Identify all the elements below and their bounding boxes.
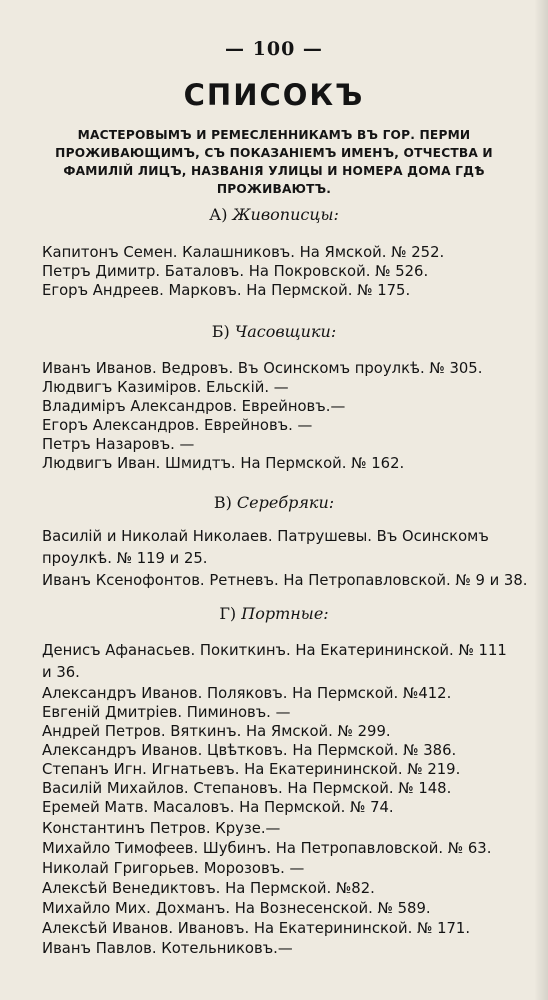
list-item: Капитонъ Семен. Калашниковъ. На Ямской. № 252. bbox=[42, 244, 445, 261]
page-title: СПИСОКЪ bbox=[183, 78, 365, 112]
list-item: Егоръ Андреев. Марковъ. На Пермской. № 175. bbox=[42, 282, 411, 299]
list-item: Владиміръ Александров. Еврейновъ.— bbox=[42, 398, 346, 415]
list-item: Егоръ Александров. Еврейновъ. — bbox=[42, 417, 313, 434]
list-item: Степанъ Игн. Игнатьевъ. На Екатерининской. № 219. bbox=[42, 761, 461, 778]
list-item: Андрей Петров. Вяткинъ. На Ямской. № 299. bbox=[42, 723, 391, 740]
list-item: Алексѣй Венедиктовъ. На Пермской. №82. bbox=[42, 880, 375, 897]
list-item: Петръ Димитр. Баталовъ. На Покровской. № 526. bbox=[42, 263, 429, 280]
list-item: Иванъ Ксенофонтов. Ретневъ. На Петропавловской. № 9 и 38. bbox=[42, 572, 528, 589]
list-item: Евгеній Дмитріев. Пиминовъ. — bbox=[42, 704, 291, 721]
list-item: Иванъ Иванов. Ведровъ. Въ Осинскомъ проулкѣ. № 305. bbox=[42, 360, 483, 377]
list-item: Еремей Матв. Масаловъ. На Пермской. № 74. bbox=[42, 799, 394, 816]
section-label: Часовщики: bbox=[234, 322, 337, 341]
list-item: Петръ Назаровъ. — bbox=[42, 436, 195, 453]
page-number: — 100 — bbox=[225, 38, 323, 60]
section-label: Живописцы: bbox=[232, 205, 339, 224]
list-item: Василій и Николай Николаев. Патрушевы. Въ Осинскомъ проулкѣ. № 119 и 25. bbox=[42, 528, 489, 567]
list-item: Михайло Мих. Дохманъ. На Вознесенской. № 589. bbox=[42, 900, 431, 917]
section-label: Портные: bbox=[241, 604, 329, 623]
list-item: Василій Михайлов. Степановъ. На Пермской. № 148. bbox=[42, 780, 452, 797]
list-item: Иванъ Павлов. Котельниковъ.— bbox=[42, 940, 293, 957]
list-item: Николай Григорьев. Морозовъ. — bbox=[42, 860, 305, 877]
section-heading-tailors bbox=[0, 604, 548, 623]
list-item: Александръ Иванов. Цвѣтковъ. На Пермской. № 386. bbox=[42, 742, 457, 759]
section-letter: А) bbox=[209, 205, 228, 224]
section-heading-painters bbox=[0, 205, 548, 224]
list-item: Александръ Иванов. Поляковъ. На Пермской. №412. bbox=[42, 685, 452, 702]
section-letter: Б) bbox=[211, 322, 230, 341]
page-subtitle: МАСТЕРОВЫМЪ И РЕМЕСЛЕННИКАМЪ ВЪ ГОР. ПЕРМИ ПРОЖИВАЮЩИМЪ, СЪ ПОКАЗАНІЕМЪ ИМЕНЪ, ОТЧЕСТВА И ФАМИЛІЙ ЛИЦЪ, НАЗВАНІЯ УЛИЦЫ И НОМЕРА ДОМА ГДѢ ПРОЖИВАЮТЪ. bbox=[55, 128, 493, 196]
list-item: Денисъ Афанасьев. Покиткинъ. На Екатерининской. № 111 и 36. bbox=[42, 642, 507, 681]
list-item: Людвигъ Казиміров. Ельскій. — bbox=[42, 379, 289, 396]
list-item: Алексѣй Иванов. Ивановъ. На Екатерининской. № 171. bbox=[42, 920, 471, 937]
section-letter: В) bbox=[213, 493, 232, 512]
section-heading-silversmiths bbox=[0, 493, 548, 512]
list-item: Людвигъ Иван. Шмидтъ. На Пермской. № 162. bbox=[42, 455, 405, 472]
section-label: Серебряки: bbox=[236, 493, 335, 512]
section-letter: Г) bbox=[219, 604, 237, 623]
list-item: Михайло Тимофеев. Шубинъ. На Петропавловской. № 63. bbox=[42, 840, 492, 857]
list-item: Константинъ Петров. Крузе.— bbox=[42, 820, 281, 837]
section-heading-watchmakers bbox=[0, 322, 548, 341]
